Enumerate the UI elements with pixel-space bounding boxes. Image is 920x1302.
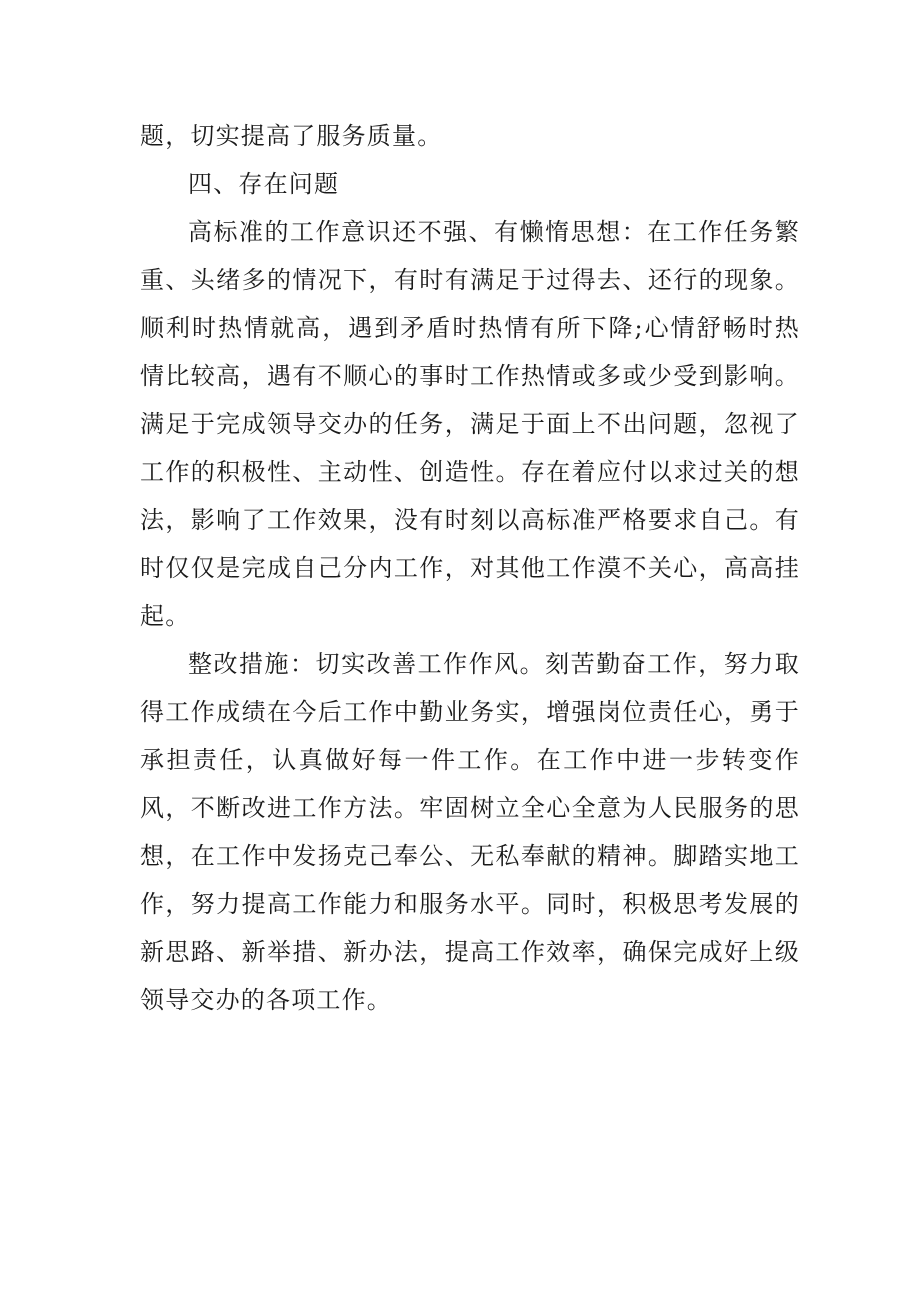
- paragraph-measures: 整改措施：切实改善工作作风。刻苦勤奋工作，努力取得工作成绩在今后工作中勤业务实，增强岗位责任心，勇于承担责任，认真做好每一件工作。在工作中进一步转变作风，不断改进工作方法。牢固树立全心全意为人民服务的思想，在工作中发扬克己奉公、无私奉献的精神。脚踏实地工作，努力提高工作能力和服务水平。同时，积极思考发展的新思路、新举措、新办法，提高工作效率，确保完成好上级领导交办的各项工作。: [140, 650, 800, 1014]
- section-heading: 四、存在问题: [188, 170, 340, 198]
- paragraph-problems: 高标准的工作意识还不强、有懒惰思想：在工作任务繁重、头绪多的情况下，有时有满足于过得去、还行的现象。顺利时热情就高，遇到矛盾时热情有所下降;心情舒畅时热情比较高，遇有不顺心的事时工作热情或多或少受到影响。满足于完成领导交办的任务，满足于面上不出问题，忽视了工作的积极性、主动性、创造性。存在着应付以求过关的想法，影响了工作效果，没有时刻以高标准严格要求自己。有时仅仅是完成自己分内工作，对其他工作漠不关心，高高挂起。: [140, 218, 800, 630]
- document-body: [140, 112, 800, 1024]
- paragraph-continuation: 题，切实提高了服务质量。: [140, 122, 443, 150]
